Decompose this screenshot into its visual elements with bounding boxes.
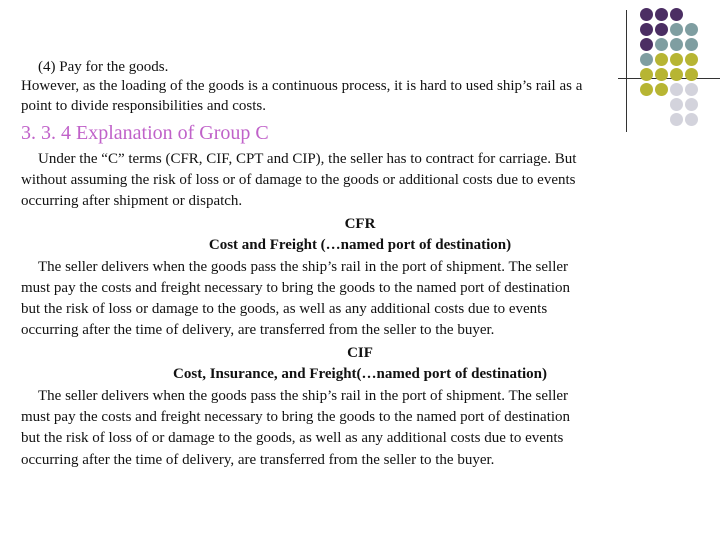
text-line: Under the “C” terms (CFR, CIF, CPT and CIP), the seller has to contract for carriage. But [38,151,577,167]
decorative-dot [685,98,698,111]
text-line: (4) Pay for the goods. [38,59,169,75]
decorative-dot [670,38,683,51]
text-line: must pay the costs and freight necessary to bring the goods to the named port of destination [21,409,571,425]
decorative-dot [685,68,698,81]
decorative-dot [640,68,653,81]
text-line: but the risk of loss of or damage to the goods, as well as any additional costs due to events [21,430,564,446]
decorative-dot [640,8,653,21]
section-heading: 3. 3. 4 Explanation of Group C [21,122,269,144]
decorative-horizontal-line [618,78,720,79]
decorative-dot [685,113,698,126]
text-line: occurring after shipment or dispatch. [21,193,243,209]
text-line: point to divide responsibilities and costs. [21,98,266,114]
text-line: However, as the loading of the goods is a continuous process, it is hard to used ship’s rail as a [21,78,583,94]
decorative-dot [670,23,683,36]
decorative-dot [685,53,698,66]
decorative-dot [670,113,683,126]
text-line: occurring after the time of delivery, are transferred from the seller to the buyer. [21,322,495,338]
decorative-dot [655,53,668,66]
decorative-dot [685,23,698,36]
decorative-dot [655,83,668,96]
cif-subtitle: Cost, Insurance, and Freight(…named port of destination) [173,366,547,382]
decorative-dot [670,83,683,96]
cfr-title: CFR [344,216,376,232]
decorative-dot [685,38,698,51]
decorative-dot [640,53,653,66]
decorative-vertical-line [626,10,627,132]
decorative-dot [640,23,653,36]
cif-title: CIF [347,345,373,361]
decorative-dot [670,8,683,21]
text-line: occurring after the time of delivery, are transferred from the seller to the buyer. [21,452,495,468]
decorative-dot [655,68,668,81]
decorative-dot [685,83,698,96]
decorative-dot [670,53,683,66]
text-line: but the risk of loss or damage to the goods, as well as any additional costs due to events [21,301,548,317]
text-line: The seller delivers when the goods pass the ship’s rail in the port of shipment. The seller [38,388,569,404]
decorative-dot [655,23,668,36]
decorative-dot [670,68,683,81]
decorative-dot [640,38,653,51]
decorative-dot [655,38,668,51]
cfr-subtitle: Cost and Freight (…named port of destination) [208,237,512,253]
text-line: The seller delivers when the goods pass the ship’s rail in the port of shipment. The seller [38,259,569,275]
text-line: must pay the costs and freight necessary to bring the goods to the named port of destination [21,280,571,296]
decorative-dot [670,98,683,111]
text-line: without assuming the risk of loss or of damage to the goods or additional costs due to events [21,172,576,188]
decorative-dot [655,8,668,21]
decorative-dot [640,83,653,96]
